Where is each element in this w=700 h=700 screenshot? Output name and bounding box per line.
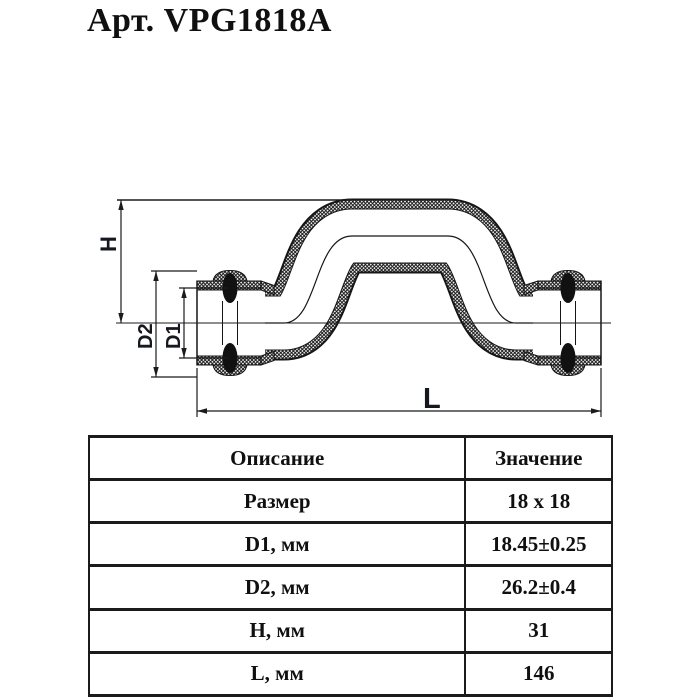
spec-value: 18.45±0.25: [465, 523, 612, 566]
article-title: Арт. VPG1818A: [87, 2, 332, 39]
spec-row-d2: [89, 566, 612, 609]
right-o-ring-top: [561, 273, 576, 303]
spec-label: D2, мм: [89, 566, 465, 609]
right-o-ring-bottom: [561, 343, 576, 373]
dim-L-label: L: [423, 383, 441, 415]
spec-label: H, мм: [89, 609, 465, 652]
spec-header-value: Значение: [465, 437, 612, 480]
dim-D2-label: D2: [135, 323, 157, 349]
spec-row-l: [89, 652, 612, 695]
dim-L-arrow-right: [591, 408, 601, 413]
spec-value: 26.2±0.4: [465, 566, 612, 609]
spec-row-size: [89, 480, 612, 523]
spec-label: Размер: [89, 480, 465, 523]
dimension-L: [197, 368, 601, 417]
dim-H-arrow-bottom: [118, 313, 123, 323]
dim-H-arrow-top: [118, 200, 123, 210]
pipe-body: [256, 236, 544, 323]
spec-value: 146: [465, 652, 612, 695]
spec-row-d1: [89, 523, 612, 566]
spec-label: L, мм: [89, 652, 465, 695]
dim-H-label: H: [96, 236, 121, 252]
spec-table: [88, 435, 613, 697]
spec-table-header-row: [89, 437, 612, 480]
spec-value: 31: [465, 609, 612, 652]
dim-L-arrow-left: [197, 408, 207, 413]
dim-D1-label: D1: [163, 323, 185, 349]
dim-D2-arrow-bottom: [153, 367, 158, 377]
dim-D1-arrow-top: [181, 288, 186, 298]
spec-row-h: [89, 609, 612, 652]
dim-D2-arrow-top: [153, 271, 158, 281]
spec-label: D1, мм: [89, 523, 465, 566]
spec-value: 18 x 18: [465, 480, 612, 523]
spec-header-description: Описание: [89, 437, 465, 480]
